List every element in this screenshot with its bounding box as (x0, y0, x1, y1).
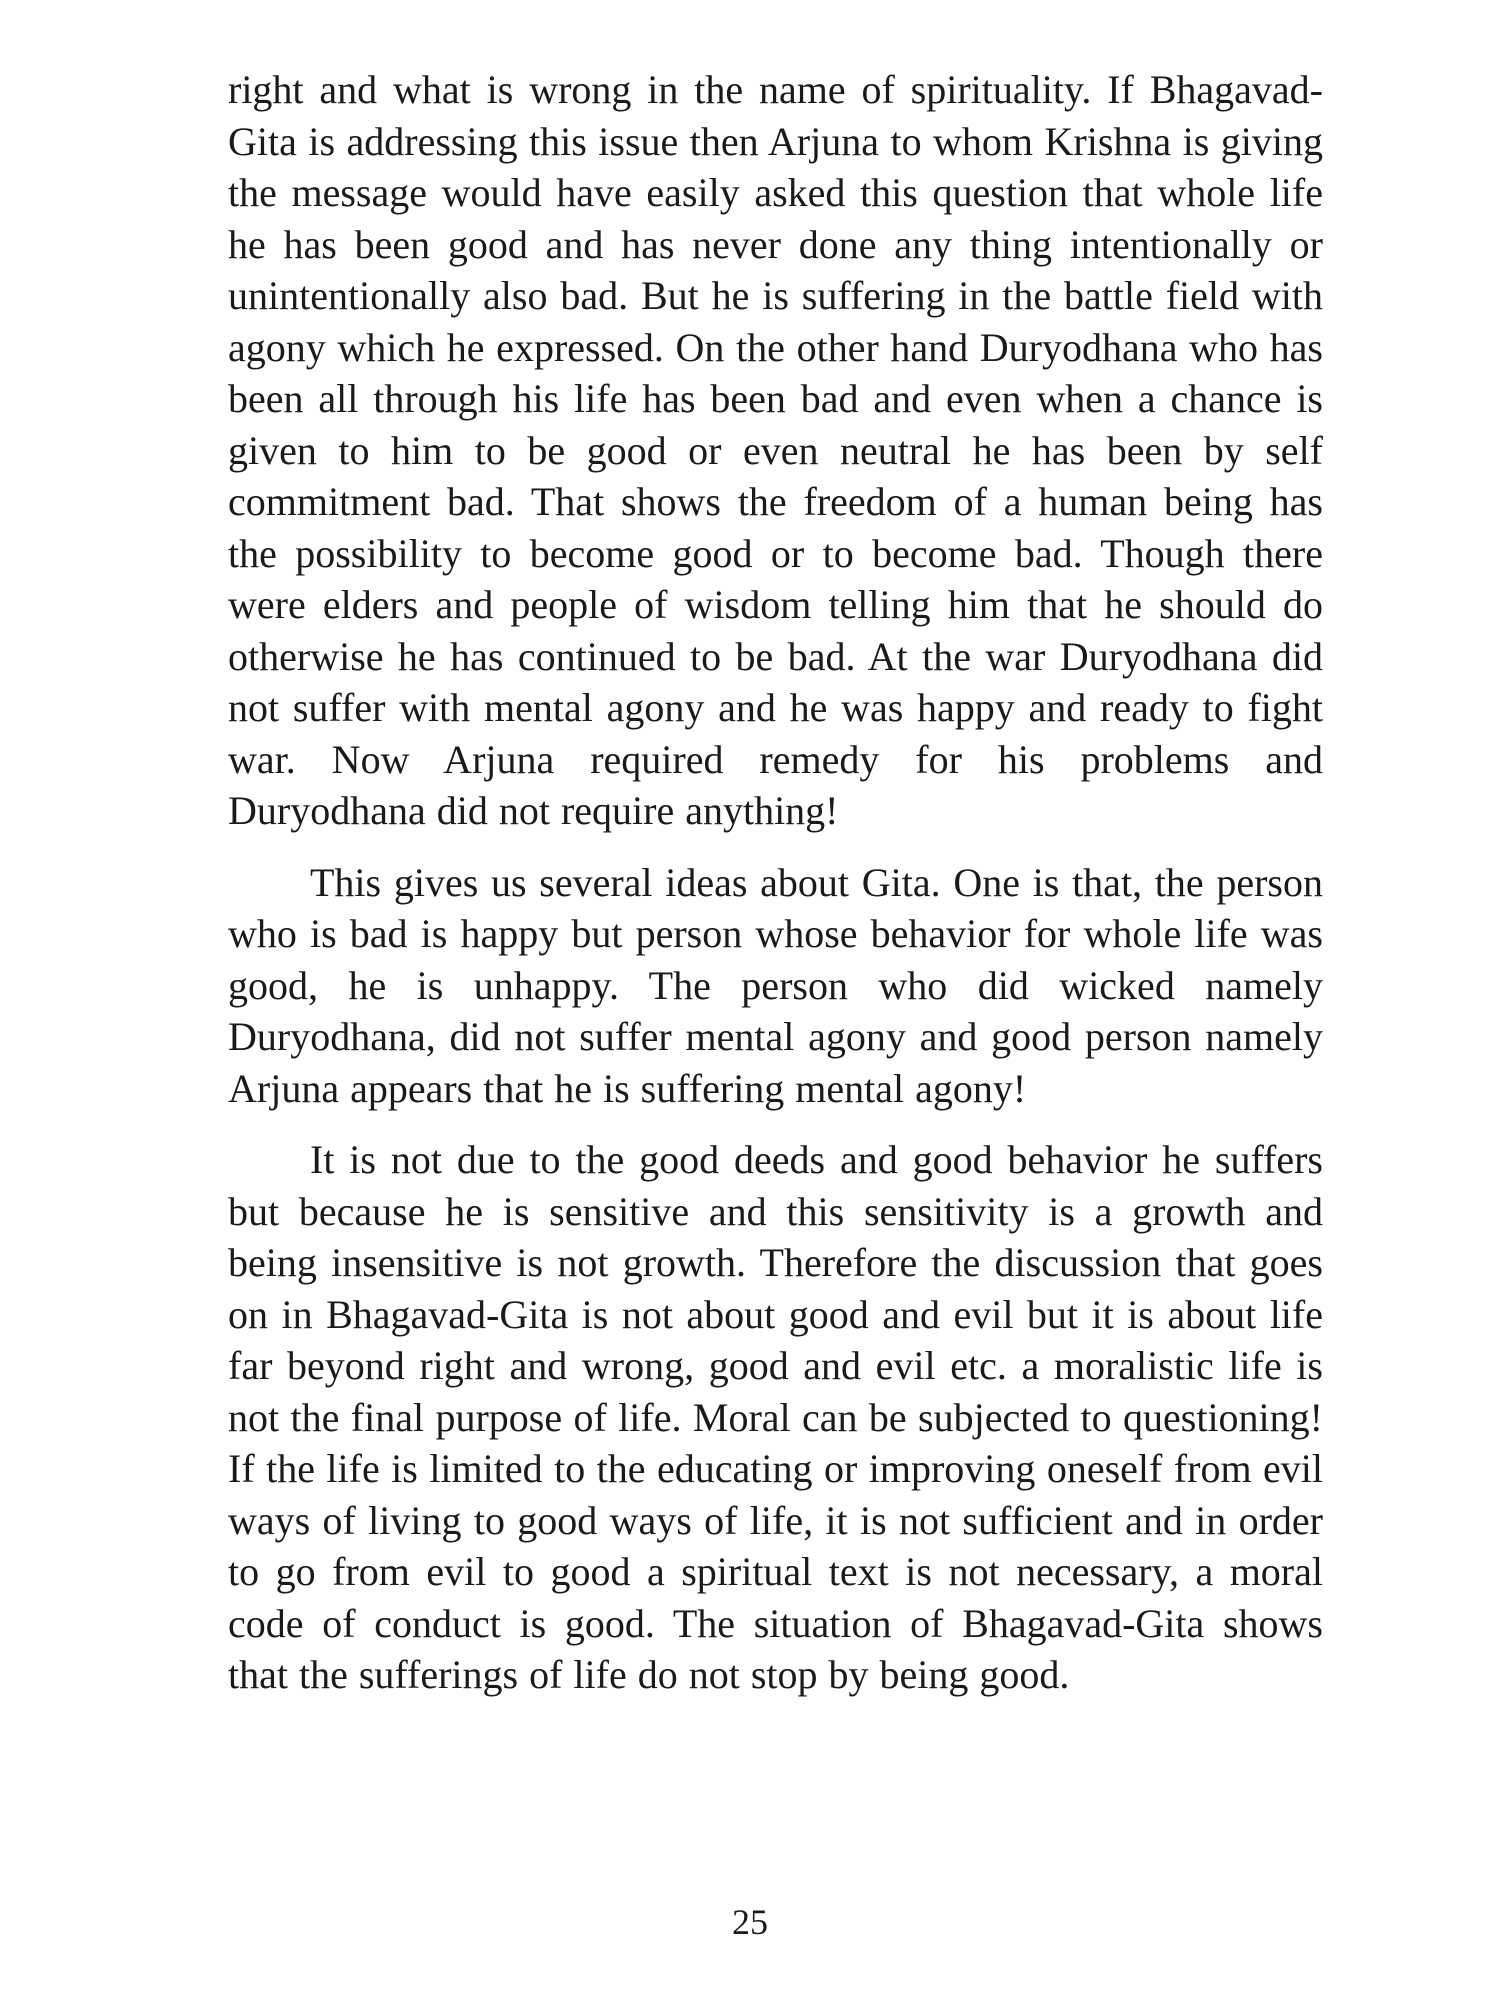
body-text (228, 64, 1323, 1721)
paragraph-2: This gives us several ideas about Gita. One is that, the person who is bad is happy but person whose behavior for whole life was good, he is unhappy. The person who did wicked namely Duryodhana, did not suffer mental agony and good person namely Arjuna appears that he is suffering mental agony! (228, 859, 1323, 1111)
paragraph-1: right and what is wrong in the name of spirituality. If Bhagavad-Gita is addressing this issue then Arjuna to whom Krishna is giving the message would have easily asked this question that whole life he has been good and has never done any thing intentionally or unintentionally also bad. But he is suffering in the battle field with agony which he expressed. On the other hand Duryodhana who has been all through his life has been bad and even when a chance is given to him to be good or even neutral he has been by self commitment bad. That shows the freedom of a human being has the possibility to become good or to become bad. Though there were elders and people of wisdom telling him that he should do otherwise he has continued to be bad. At the war Duryodhana did not suffer with mental agony and he was happy and ready to fight war. Now Arjuna required remedy for his problems and Duryodhana did not require anything! (228, 67, 1323, 833)
paragraph-3: It is not due to the good deeds and good behavior he suffers but because he is sensitive and this sensitivity is a growth and being insensitive is not growth. Therefore the discussion that goes on in Bhagavad-Gita is not about good and evil but it is about life far beyond right and wrong, good and evil etc. a moralistic life is not the final purpose of life. Moral can be subjected to questioning! If the life is limited to the educating or improving oneself from evil ways of living to good ways of life, it is not sufficient and in order to go from evil to good a spiritual text is not necessary, a moral code of conduct is good. The situation of Bhagavad-Gita shows that the sufferings of life do not stop by being good. (228, 1137, 1323, 1697)
page-number: 25 (732, 1902, 768, 1942)
